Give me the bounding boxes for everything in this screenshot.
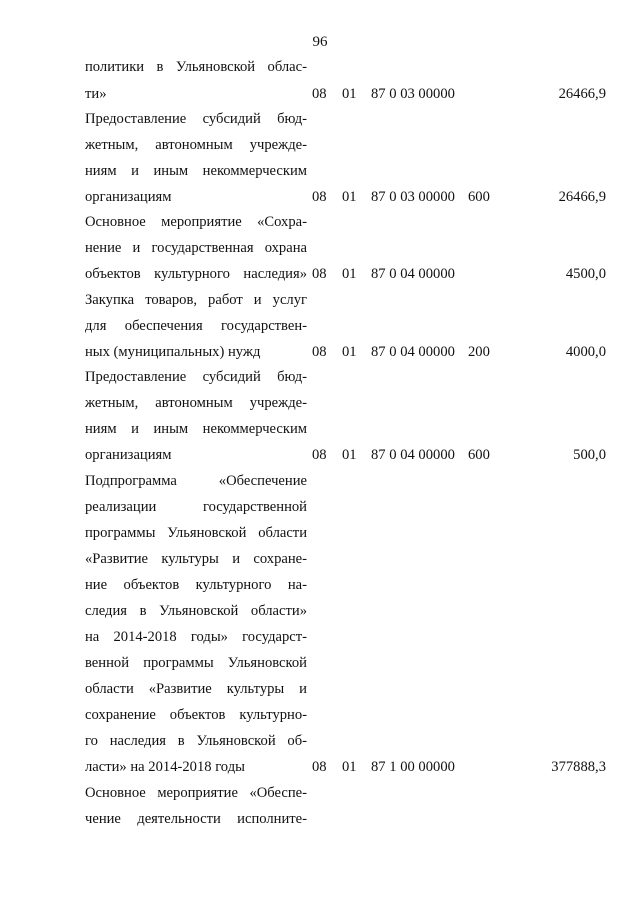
row-1-pr: 01 [342,189,357,205]
row-3-pr: 01 [342,344,357,360]
row-2-line-0: Основное мероприятие «Сохра- [85,214,307,230]
page-number: 96 [312,34,328,50]
row-5-line-3: «Развитие культуры и сохране- [85,551,307,567]
row-5-line-0: Подпрограмма «Обеспечение [85,473,307,489]
row-4-cs: 87 0 04 00000 [371,447,455,463]
row-0-rz: 08 [312,86,327,102]
row-1-line-1: жетным, автономным учрежде- [85,137,307,153]
row-5-sum: 377888,3 [551,759,606,775]
row-5-line-4: ние объектов культурного на- [85,577,307,593]
row-1-line-2: ниям и иным некоммерческим [85,163,307,179]
row-1-line-0: Предоставление субсидий бюд- [85,111,307,127]
row-0-line-0: политики в Ульяновской облас- [85,59,307,75]
row-2-rz: 08 [312,266,327,282]
row-3-vr: 200 [468,344,490,360]
row-5-pr: 01 [342,759,357,775]
row-1-vr: 600 [468,189,490,205]
row-3-line-0: Закупка товаров, работ и услуг [85,292,307,308]
row-0-line-1: ти» [85,86,107,102]
row-5-line-5: следия в Ульяновской области» [85,603,307,619]
row-1-cs: 87 0 03 00000 [371,189,455,205]
row-2-pr: 01 [342,266,357,282]
row-5-line-6: на 2014-2018 годы» государст- [85,629,307,645]
row-4-line-0: Предоставление субсидий бюд- [85,369,307,385]
row-0-cs: 87 0 03 00000 [371,86,455,102]
row-0-pr: 01 [342,86,357,102]
row-2-line-1: нение и государственная охрана [85,240,307,256]
row-4-sum: 500,0 [573,447,606,463]
row-5-line-8: области «Развитие культуры и [85,681,307,697]
row-4-line-2: ниям и иным некоммерческим [85,421,307,437]
row-2-line-2: объектов культурного наследия» [85,266,307,282]
row-3-cs: 87 0 04 00000 [371,344,455,360]
row-5-line-2: программы Ульяновской области [85,525,307,541]
row-5-rz: 08 [312,759,327,775]
row-4-rz: 08 [312,447,327,463]
row-3-line-2: ных (муниципальных) нужд [85,344,261,360]
row-5-line-11: ласти» на 2014-2018 годы [85,759,245,775]
row-4-line-1: жетным, автономным учрежде- [85,395,307,411]
row-1-sum: 26466,9 [558,189,606,205]
row-5-line-7: венной программы Ульяновской [85,655,307,671]
row-1-line-3: организациям [85,189,172,205]
row-3-sum: 4000,0 [565,344,606,360]
row-4-vr: 600 [468,447,490,463]
row-1-rz: 08 [312,189,327,205]
row-0-sum: 26466,9 [558,86,606,102]
row-4-pr: 01 [342,447,357,463]
row-5-line-10: го наследия в Ульяновской об- [85,733,307,749]
row-5-line-1: реализации государственной [85,499,307,515]
row-2-sum: 4500,0 [565,266,606,282]
row-6-line-0: Основное мероприятие «Обеспе- [85,785,307,801]
row-2-cs: 87 0 04 00000 [371,266,455,282]
row-3-rz: 08 [312,344,327,360]
row-5-line-9: сохранение объектов культурно- [85,707,307,723]
row-6-line-1: чение деятельности исполните- [85,811,307,827]
row-5-cs: 87 1 00 00000 [371,759,455,775]
row-3-line-1: для обеспечения государствен- [85,318,307,334]
row-4-line-3: организациям [85,447,172,463]
